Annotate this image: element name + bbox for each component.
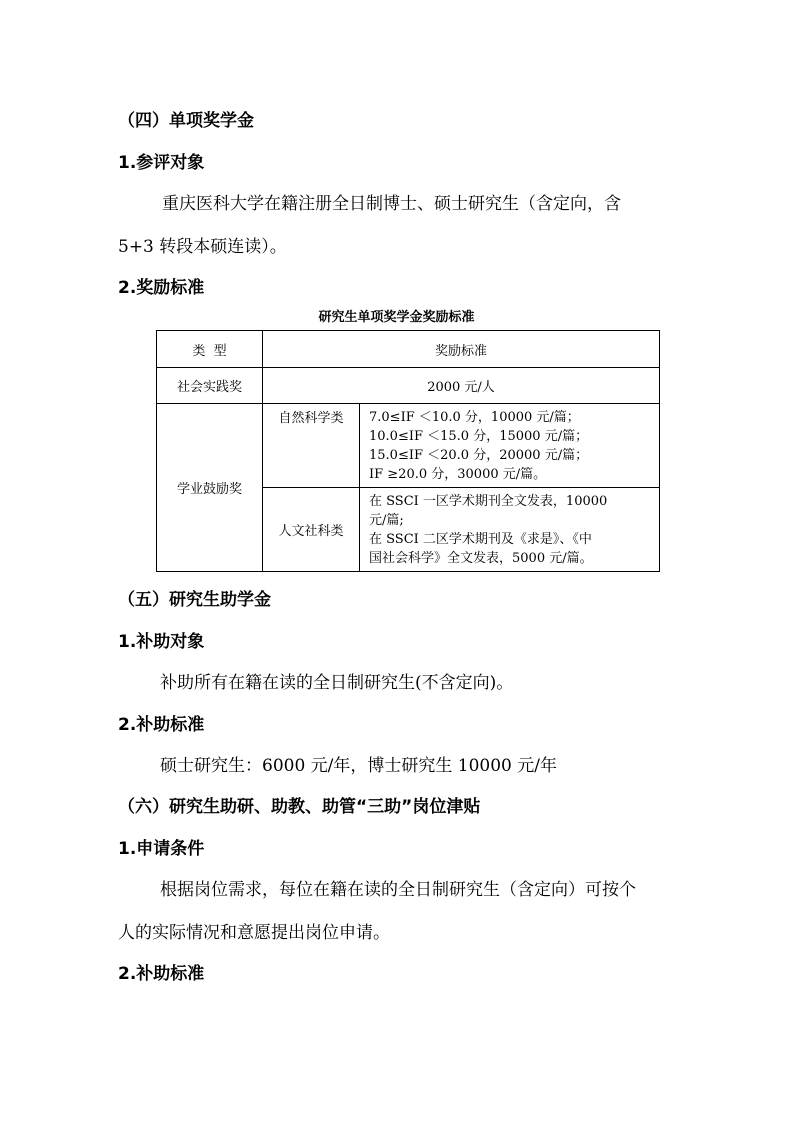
section6-paragraph-line1: 根据岗位需求，每位在籍在读的全日制研究生（含定向）可按个 xyxy=(160,880,636,900)
humanities-line: 元/篇; xyxy=(369,512,404,528)
section6-heading-standard: 2.补助标准 xyxy=(118,964,205,984)
natural-line: 7.0≤IF ＜10.0 分，10000 元/篇； xyxy=(369,409,580,425)
row-social-practice-type: 社会实践奖 xyxy=(157,368,263,404)
table-header-row xyxy=(157,331,660,368)
header-type: 类 型 xyxy=(157,331,263,368)
section4-title: （四）单项奖学金 xyxy=(118,111,254,131)
section5-heading-recipients: 1.补助对象 xyxy=(118,632,205,652)
humanities-standard xyxy=(360,488,660,572)
humanities-line: 在 SSCI 一区学术期刊全文发表，10000 xyxy=(369,493,608,509)
section6-title: （六）研究生助研、助教、助管“三助”岗位津贴 xyxy=(118,797,481,817)
table-row xyxy=(157,368,660,404)
section4-heading-standard: 2.奖励标准 xyxy=(118,278,205,298)
section4-paragraph-line1: 重庆医科大学在籍注册全日制博士、硕士研究生（含定向，含 xyxy=(162,194,621,214)
table-caption: 研究生单项奖学金奖励标准 xyxy=(318,310,475,325)
humanities-label: 人文社科类 xyxy=(263,488,360,572)
natural-science-label: 自然科学类 xyxy=(263,404,360,488)
section6-heading-conditions: 1.申请条件 xyxy=(118,839,205,859)
section5-title: （五）研究生助学金 xyxy=(118,590,271,610)
natural-science-standard xyxy=(360,404,660,488)
natural-line: IF ≥20.0 分，30000 元/篇。 xyxy=(369,466,547,482)
humanities-line: 国社会科学》全文发表，5000 元/篇。 xyxy=(369,550,593,566)
table-row xyxy=(157,404,660,488)
award-standard-table xyxy=(156,330,660,572)
section5-heading-standard: 2.补助标准 xyxy=(118,715,205,735)
section4-heading-eligibility: 1.参评对象 xyxy=(118,153,205,173)
header-standard: 奖励标准 xyxy=(263,331,660,368)
natural-line: 15.0≤IF ＜20.0 分，20000 元/篇； xyxy=(369,447,589,463)
row-social-practice-value: 2000 元/人 xyxy=(263,368,660,404)
humanities-line: 在 SSCI 二区学术期刊及《求是》、《中 xyxy=(369,531,592,547)
section6-paragraph-line2: 人的实际情况和意愿提出岗位申请。 xyxy=(118,923,390,943)
section5-paragraph-recipients: 补助所有在籍在读的全日制研究生(不含定向)。 xyxy=(160,673,514,693)
section5-paragraph-standard: 硕士研究生：6000 元/年，博士研究生 10000 元/年 xyxy=(160,756,558,776)
natural-line: 10.0≤IF ＜15.0 分，15000 元/篇； xyxy=(369,428,589,444)
row-academic-encouragement-type: 学业鼓励奖 xyxy=(157,404,263,572)
section4-paragraph-line2: 5+3 转段本硕连读）。 xyxy=(118,237,287,257)
